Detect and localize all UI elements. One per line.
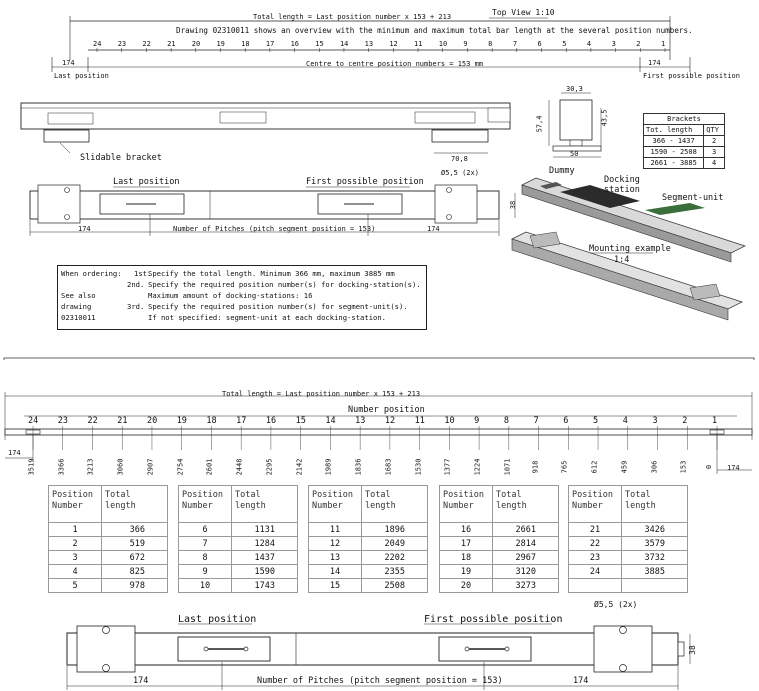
position-cell: 24 [569, 565, 622, 579]
overview-position-number: 10 [444, 416, 455, 426]
table-row [179, 523, 298, 537]
top-position-number: 15 [315, 40, 324, 48]
total-length-header [362, 486, 428, 523]
table-header-row [49, 486, 168, 523]
table-header-row [569, 486, 688, 523]
overview-length-label: 1071 [503, 458, 512, 476]
note-col3: Specify the total length. Minimum 366 mm, maximum 3885 mm [148, 269, 395, 278]
length-cell: 2049 [362, 537, 428, 551]
overview-length-label: 2754 [176, 458, 185, 476]
plan-dim-174-right: 174 [427, 225, 440, 233]
brackets-table [643, 113, 725, 169]
length-cell: 3732 [622, 551, 688, 565]
dim-43-5: 43,5 [600, 109, 609, 127]
length-cell: 1896 [362, 523, 428, 537]
overview-length-label: 1224 [473, 458, 482, 476]
plan-last-position: Last position [113, 177, 180, 187]
overview-position-number: 5 [593, 416, 599, 426]
length-cell: 1284 [232, 537, 298, 551]
overview-position-number: 16 [265, 416, 277, 426]
header-line: Position [52, 490, 93, 500]
position-cell: 18 [440, 551, 493, 565]
table-row [440, 537, 559, 551]
plan-first-position: First possible position [306, 177, 424, 187]
position-cell: 10 [179, 579, 232, 593]
table-row [440, 579, 559, 593]
note-col2: 3rd. [127, 302, 145, 311]
top-position-number: 19 [216, 40, 225, 48]
overview-position-number: 11 [414, 416, 425, 426]
length-cell: 519 [102, 537, 168, 551]
length-cell: 3273 [493, 579, 559, 593]
top-position-number: 14 [339, 40, 349, 48]
overview-length-label: 1836 [354, 458, 363, 476]
top-position-number: 1 [661, 40, 666, 48]
overview-length-label: 1683 [384, 458, 393, 476]
table-row [309, 579, 428, 593]
position-cell: 6 [179, 523, 232, 537]
plan-dim-38: 38 [509, 200, 518, 210]
top-position-number: 5 [562, 40, 567, 48]
length-cell: 1743 [232, 579, 298, 593]
overview-length-label: 3060 [116, 458, 125, 476]
dim-57-4: 57,4 [535, 115, 544, 133]
overview-length-label: 612 [590, 460, 599, 474]
overview-length-label: 3213 [86, 458, 95, 476]
overview-position-number: 12 [384, 416, 396, 426]
top-position-number: 3 [611, 40, 616, 48]
header-line: Position [312, 490, 353, 500]
docking-station-label: Docking station [604, 175, 640, 195]
table-row [309, 551, 428, 565]
overview-length-label: 2907 [146, 458, 155, 476]
total-length-header [622, 486, 688, 523]
dim-70-8: 70,8 [451, 155, 468, 163]
header-line: Position [443, 490, 484, 500]
table-row [644, 158, 725, 169]
note-col2: 2nd. [127, 280, 145, 289]
overview-length-label: 459 [620, 460, 629, 474]
overview-position-number: 3 [652, 416, 658, 426]
overview-position-number: 9 [474, 416, 480, 426]
length-table [178, 485, 298, 593]
length-cell: 672 [102, 551, 168, 565]
top-position-number: 4 [586, 40, 592, 48]
top-position-number: 17 [265, 40, 275, 48]
note-col1: See also [61, 291, 96, 300]
overview-position-number: 13 [355, 416, 366, 426]
table-row [179, 537, 298, 551]
overview-length-label: 306 [649, 460, 658, 474]
header-line: Total [105, 490, 131, 500]
bottom-hole-dim: Ø5,5 (2x) [594, 600, 638, 609]
table-header-row [309, 486, 428, 523]
total-length-header [232, 486, 298, 523]
position-cell: 19 [440, 565, 493, 579]
overview-length-label: 2601 [205, 458, 214, 476]
brackets-cell: 366 - 1437 [644, 136, 704, 147]
total-length-header [102, 486, 168, 523]
number-position-label: Number position [348, 405, 425, 415]
header-line: Number [312, 501, 343, 511]
brackets-cell: 2 [704, 136, 725, 147]
length-table [439, 485, 559, 593]
ordering-note [57, 265, 427, 330]
brackets-header-qty: QTY [704, 125, 725, 136]
overview-length-label: 2448 [235, 458, 244, 476]
position-cell: 1 [49, 523, 102, 537]
last-position-label: Last position [54, 72, 109, 80]
length-cell: 2202 [362, 551, 428, 565]
brackets-cell: 4 [704, 158, 725, 169]
dummy-label: Dummy [549, 166, 575, 176]
overview-length-label: 1530 [414, 458, 423, 476]
position-header [440, 486, 493, 523]
mounting-example-label: Mounting example [589, 244, 671, 254]
note-col3: Specify the required position number(s) for docking-station(s). [148, 280, 421, 289]
top-position-number: 22 [142, 40, 151, 48]
overview-length-label: 918 [530, 460, 539, 474]
note-col3: If not specified: segment-unit at each docking-station. [148, 313, 386, 322]
position-cell: 4 [49, 565, 102, 579]
table-row [569, 523, 688, 537]
length-cell: 1131 [232, 523, 298, 537]
header-line: length [235, 501, 266, 511]
table-row [644, 136, 725, 147]
plan-dim-174-left: 174 [78, 225, 91, 233]
header-line: Number [443, 501, 474, 511]
header-line: length [625, 501, 656, 511]
length-cell: 366 [102, 523, 168, 537]
table-header-row [179, 486, 298, 523]
overview-position-number: 7 [533, 416, 539, 426]
overview-position-number: 8 [503, 416, 509, 426]
overview-position-number: 20 [146, 416, 158, 426]
bottom-dim-38: 38 [687, 645, 697, 655]
position-cell: 2 [49, 537, 102, 551]
length-table [568, 485, 688, 593]
table-row [644, 147, 725, 158]
brackets-cell: 1590 - 2508 [644, 147, 704, 158]
overview-position-number: 1 [712, 416, 718, 426]
length-cell: 2508 [362, 579, 428, 593]
length-cell: 978 [102, 579, 168, 593]
overview-dim-174-left: 174 [8, 449, 21, 457]
plan-hole-dim: Ø5,5 (2x) [441, 169, 479, 177]
overview-dim-174-right: 174 [727, 464, 740, 472]
overview-total-length: Total length = Last position number x 153 + 213 [222, 390, 421, 398]
table-row [440, 551, 559, 565]
dim-174-right: 174 [648, 59, 661, 67]
position-cell: 17 [440, 537, 493, 551]
table-row [569, 551, 688, 565]
table-row [179, 579, 298, 593]
position-cell: 5 [49, 579, 102, 593]
position-header [309, 486, 362, 523]
note-col3: Specify the required position number(s) for segment-unit(s). [148, 302, 408, 311]
overview-length-label: 0 [705, 464, 714, 470]
header-line: length [365, 501, 396, 511]
overview-position-number: 4 [622, 416, 628, 426]
length-table [48, 485, 168, 593]
overview-position-number: 2 [682, 416, 688, 426]
overview-position-number: 21 [117, 416, 128, 426]
top-position-number: 20 [191, 40, 201, 48]
length-cell: 3579 [622, 537, 688, 551]
brackets-title: Brackets [644, 114, 725, 125]
overview-position-number: 6 [563, 416, 569, 426]
header-line: Total [365, 490, 391, 500]
overview-length-label: 2142 [295, 458, 304, 476]
top-position-number: 7 [512, 40, 518, 48]
length-cell: 2355 [362, 565, 428, 579]
length-cell: 1590 [232, 565, 298, 579]
top-position-number: 2 [636, 40, 641, 48]
overview-position-number: 19 [176, 416, 187, 426]
length-cell: 3426 [622, 523, 688, 537]
table-row [569, 537, 688, 551]
note-col1: drawing [61, 302, 92, 311]
top-position-number: 6 [537, 40, 542, 48]
top-position-number: 21 [167, 40, 176, 48]
top-view-label: Top View 1:10 [492, 8, 555, 17]
header-line: Number [182, 501, 213, 511]
overview-length-label: 2295 [265, 458, 274, 476]
table-row [179, 565, 298, 579]
overview-position-number: 23 [57, 416, 68, 426]
length-cell: 3120 [493, 565, 559, 579]
position-cell: 15 [309, 579, 362, 593]
length-cell: 1437 [232, 551, 298, 565]
position-cell: 14 [309, 565, 362, 579]
table-row [309, 537, 428, 551]
table-header-row [440, 486, 559, 523]
length-cell: 3885 [622, 565, 688, 579]
overview-note: Drawing 02310011 shows an overview with the minimum and maximum total bar length at the several position numbers. [176, 26, 693, 35]
bottom-dim-174-left: 174 [133, 676, 149, 686]
table-row [309, 565, 428, 579]
position-cell: 20 [440, 579, 493, 593]
top-position-number: 24 [93, 40, 102, 48]
total-length-header [493, 486, 559, 523]
position-cell [569, 579, 622, 593]
position-header [569, 486, 622, 523]
header-line: Total [625, 490, 651, 500]
header-line: Position [572, 490, 613, 500]
table-row [49, 579, 168, 593]
note-col2: 1st. [134, 269, 152, 278]
overview-length-label: 3519 [27, 458, 36, 476]
bottom-pitches: Number of Pitches (pitch segment position = 153) [257, 676, 503, 686]
header-line: Position [182, 490, 223, 500]
position-cell: 3 [49, 551, 102, 565]
segment-unit-label: Segment-unit [662, 193, 724, 203]
position-header [49, 486, 102, 523]
note-col1: 02310011 [61, 313, 96, 322]
top-position-number: 18 [241, 40, 250, 48]
table-row [49, 565, 168, 579]
table-row [49, 537, 168, 551]
position-cell: 22 [569, 537, 622, 551]
position-cell: 23 [569, 551, 622, 565]
top-position-number: 11 [414, 40, 423, 48]
bottom-dim-174-right: 174 [573, 676, 589, 686]
position-cell: 11 [309, 523, 362, 537]
table-row [49, 551, 168, 565]
position-cell: 8 [179, 551, 232, 565]
table-row [440, 565, 559, 579]
table-row [440, 523, 559, 537]
length-table [308, 485, 428, 593]
position-cell: 21 [569, 523, 622, 537]
brackets-header-length: Tot. length [644, 125, 704, 136]
top-position-number: 16 [290, 40, 299, 48]
overview-length-label: 765 [560, 460, 569, 474]
slidable-bracket-label: Slidable bracket [80, 153, 162, 163]
table-row [569, 565, 688, 579]
table-row [309, 523, 428, 537]
overview-length-label: 1377 [443, 458, 452, 476]
overview-length-label: 3366 [57, 458, 66, 476]
overview-position-number: 15 [295, 416, 306, 426]
table-row [179, 551, 298, 565]
length-cell: 825 [102, 565, 168, 579]
bottom-last-position: Last position [178, 614, 257, 625]
header-line: Total [496, 490, 522, 500]
top-total-length: Total length = Last position number x 153 + 213 [253, 13, 452, 21]
centre-note: Centre to centre position numbers = 153 mm [306, 60, 484, 68]
overview-position-number: 24 [28, 416, 39, 426]
position-cell: 12 [309, 537, 362, 551]
bottom-first-position: First possible position [424, 614, 563, 625]
top-position-number: 8 [488, 40, 493, 48]
brackets-cell: 2661 - 3885 [644, 158, 704, 169]
length-cell: 2814 [493, 537, 559, 551]
overview-length-label: 153 [679, 460, 688, 474]
header-line: Number [572, 501, 603, 511]
overview-position-number: 17 [236, 416, 247, 426]
header-line: length [105, 501, 136, 511]
note-col3: Maximum amount of docking-stations: 16 [148, 291, 313, 300]
overview-position-number: 22 [87, 416, 98, 426]
table-row [569, 579, 688, 593]
brackets-cell: 3 [704, 147, 725, 158]
dim-174-left: 174 [62, 59, 75, 67]
top-position-number: 23 [117, 40, 127, 48]
dim-30-3: 30,3 [566, 85, 583, 93]
length-cell [622, 579, 688, 593]
header-line: Number [52, 501, 83, 511]
length-cell: 2661 [493, 523, 559, 537]
length-cell: 2967 [493, 551, 559, 565]
top-position-number: 9 [463, 40, 468, 48]
position-cell: 13 [309, 551, 362, 565]
overview-position-number: 14 [325, 416, 336, 426]
note-col1: When ordering: [61, 269, 122, 278]
first-position-label: First possible position [643, 72, 740, 80]
top-position-number: 12 [389, 40, 398, 48]
overview-length-label: 1989 [324, 458, 333, 476]
top-position-number: 10 [438, 40, 448, 48]
header-line: length [496, 501, 527, 511]
table-row [49, 523, 168, 537]
overview-position-number: 18 [206, 416, 217, 426]
mounting-scale: 1:4 [614, 255, 630, 265]
position-cell: 16 [440, 523, 493, 537]
position-cell: 9 [179, 565, 232, 579]
position-header [179, 486, 232, 523]
dim-50: 50 [570, 150, 579, 158]
position-cell: 7 [179, 537, 232, 551]
top-position-number: 13 [364, 40, 374, 48]
header-line: Total [235, 490, 261, 500]
plan-pitches: Number of Pitches (pitch segment position = 153) [173, 225, 376, 233]
